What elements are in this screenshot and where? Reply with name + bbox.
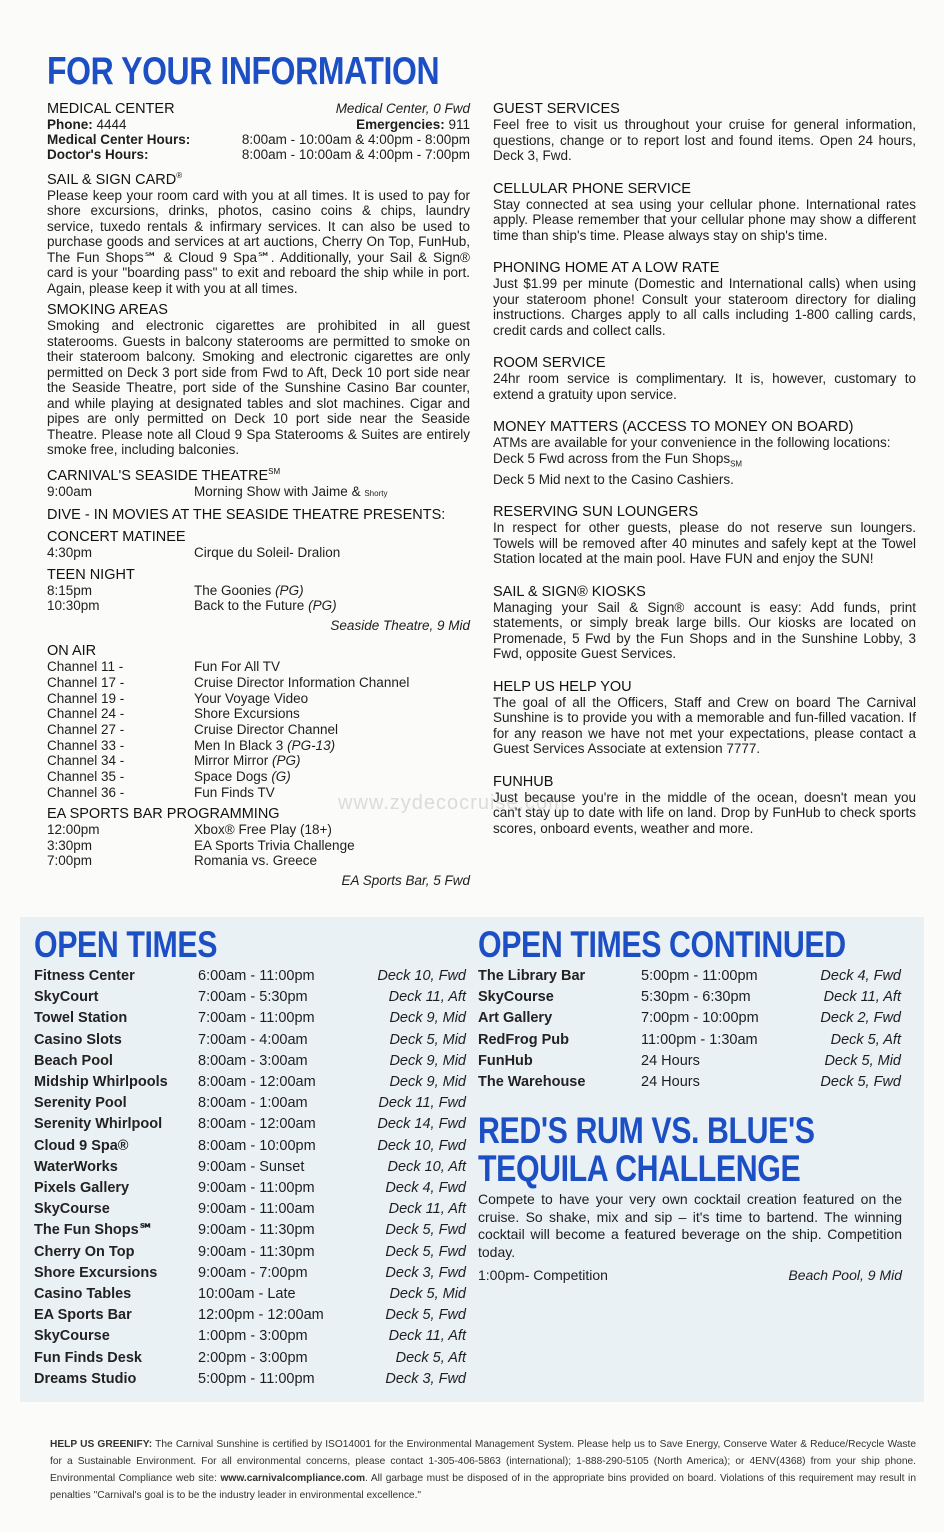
open-times-row [478,1008,901,1029]
venue-location: Deck 5, Mid [824,1052,901,1069]
venue-hours: 7:00pm - 10:00pm [641,1010,759,1027]
venue-location: Deck 5, Fwd [820,1074,901,1091]
open-times-row [34,966,466,987]
seaside-time: 9:00am [47,483,93,499]
open-times-row [34,1348,466,1369]
sail-card-heading: SAIL & SIGN CARD [47,171,177,188]
teen-time: 10:30pm [47,598,100,614]
dive-in-section [47,507,470,523]
registered-mark: ® [176,171,183,180]
channel-number: Channel 27 - [47,721,125,737]
venue-name: SkyCourt [34,989,99,1006]
channel-title: Your Voyage Video [194,690,309,706]
venue-name: SkyCourse [478,989,554,1006]
open-times-row [478,1072,901,1093]
venue-location: Deck 4, Fwd [385,1180,466,1197]
on-air-row [47,675,470,691]
ea-title: Romania vs. Greece [194,853,318,869]
venue-location: Deck 9, Mid [389,1010,466,1027]
room-service-text: 24hr room service is complimentary. It is, however, customary to extend a gratuity upon service. [493,371,916,402]
venue-name: Fun Finds Desk [34,1349,142,1366]
footer-site-link[interactable]: www.carnivalcompliance.com [220,1473,366,1484]
on-air-row [47,659,470,675]
venue-hours: 24 Hours [641,1074,700,1091]
funhub-heading: FUNHUB [493,773,554,790]
teen-night-section [47,567,470,634]
phone-label: Phone: [47,117,93,132]
venue-hours: 9:00am - 7:00pm [198,1264,308,1281]
venue-name: Towel Station [34,1010,128,1027]
venue-name: Fitness Center [34,968,135,984]
funhub-text: Just because you're in the middle of the ocean, doesn't mean you can't stay up to date with life on land. Drop by FunHub to check sports scores, onboard events, weather and more. [493,789,916,836]
phone-number: 4444 [96,117,127,132]
channel-title: Space Dogs [194,769,268,785]
teen-location: Seaside Theatre, 9 Mid [330,617,470,633]
open-times-row [34,1051,466,1072]
phoning-heading: PHONING HOME AT A LOW RATE [493,260,720,276]
venue-location: Deck 11, Aft [388,1328,466,1345]
venue-location: Deck 5, Aft [830,1031,901,1048]
venue-location: Deck 9, Mid [389,1052,466,1069]
venue-hours: 6:00am - 11:00pm [198,968,315,984]
ea-title: EA Sports Trivia Challenge [194,837,355,853]
channel-title: Shore Excursions [194,706,300,722]
open-times-row [34,1136,466,1157]
help-section [493,679,916,757]
service-mark: SM [730,459,743,469]
open-times-row [34,1157,466,1178]
venue-hours: 7:00am - 11:00pm [198,1010,315,1027]
smoking-text: Smoking and electronic cigarettes are prohibited in all guest staterooms. Guests in balcony staterooms are permitted to smoke on their stateroom balcony. Smoking and electronic cigarettes are only permitted on Deck 3 port side from Fwd to Aft, Deck 10 port side near the Seaside Theatre, port side of the Sunshine Casino Bar counter, and while playing at designated tables and slot machines. Cigar and pipes are only permitted on Deck 10 port side near the Seaside Theatre. Please note all Cloud 9 Spa Staterooms & Suites are entirely smoke free, including balconies. [47,318,470,458]
venue-hours: 7:00am - 5:30pm [198,989,308,1006]
venue-location: Deck 5, Mid [389,1286,466,1303]
ea-location: EA Sports Bar, 5 Fwd [341,872,470,888]
venue-location: Deck 5, Fwd [385,1222,466,1239]
rum-challenge-text: Compete to have your very own cocktail creation featured on the cruise. So shake, mix and sip – it's time to bartend. The winning cocktail will become a featured beverage on the ship. Competition today. [478,1191,902,1260]
venue-name: RedFrog Pub [478,1031,570,1048]
open-times-row [34,1178,466,1199]
footer-tail: . All garbage must be disposed of in the appropriate bins provided on board. Violations of this requirement may result in penalties "Carnival's goal is to be the industry leader in environmental excellence." [50,1473,916,1501]
venue-name: Pixels Gallery [34,1180,130,1197]
ea-time: 7:00pm [47,853,93,869]
open-times-row [34,1263,466,1284]
seaside-show-small: Shorty [364,488,388,498]
channel-title: Mirror Mirror [194,753,269,769]
rum-challenge-title: RED'S RUM VS. BLUE'S TEQUILA CHALLENGE [478,1110,815,1189]
venue-name: Serenity Pool [34,1095,127,1112]
venue-name: SkyCourse [34,1201,110,1218]
open-times-continued-table [478,966,901,1093]
venue-name: The Warehouse [478,1074,586,1091]
venue-name: Cloud 9 Spa® [34,1137,129,1154]
venue-name: Casino Tables [34,1286,132,1303]
ea-sports-section [47,806,470,888]
loungers-section [493,504,916,567]
teen-title: Back to the Future [194,598,305,614]
venue-name: FunHub [478,1052,533,1069]
venue-name: EA Sports Bar [34,1307,132,1324]
channel-number: Channel 19 - [47,690,125,706]
venue-name: WaterWorks [34,1158,118,1175]
venue-hours: 8:00am - 12:00am [198,1074,316,1091]
channel-number: Channel 36 - [47,784,125,800]
venue-hours: 5:30pm - 6:30pm [641,989,751,1006]
kiosks-section [493,584,916,662]
cellular-text: Stay connected at sea using your cellular phone. International rates apply. Please remember that your cellular phone may show a different time than ship's time. Please always stay on ship's time. [493,196,916,243]
dive-in-heading: DIVE - IN MOVIES AT THE SEASIDE THEATRE PRESENTS: [47,507,446,524]
on-air-row [47,769,470,785]
room-service-heading: ROOM SERVICE [493,355,606,371]
venue-name: Casino Slots [34,1031,122,1048]
open-times-continued-title: OPEN TIMES CONTINUED [478,924,846,965]
open-times-row [34,1305,466,1326]
cellular-section [493,181,916,244]
guest-services-text: Feel free to visit us throughout your cruise for general information, questions, change or to report lost and found items. Open 24 hours, Deck 3, Fwd. [493,117,916,163]
venue-hours: 7:00am - 4:00am [198,1031,308,1048]
phoning-section [493,260,916,338]
venue-hours: 8:00am - 1:00am [198,1095,308,1112]
medical-center-heading: MEDICAL CENTER [47,101,175,117]
emergencies-label: Emergencies: [356,117,445,132]
money-text: ATMs are available for your convenience in the following locations: [493,435,891,450]
teen-time: 8:15pm [47,582,93,598]
seaside-show: Morning Show with Jaime & [194,483,361,499]
open-times-row [34,1008,466,1029]
open-times-row [34,1220,466,1241]
rum-competition-row [478,1268,902,1284]
on-air-section [47,643,470,800]
sail-card-text: Please keep your room card with you at all times. It is used to pay for shore excursions, drinks, photos, casino coins & chips, laundry service, tuxedo rentals & infirmary services. It can also be used to purchase goods and services at art auctions, Cherry On Top, FunHub, The Fun Shops℠ & Cloud 9 Spa℠. Additionally, your Sail & Sign® card is your "boarding pass" to exit and reboard the ship while in port. Again, please keep it with you at all times. [47,187,470,296]
seaside-theatre-section [47,464,470,501]
doctor-hours: 8:00am - 10:00am & 4:00pm - 7:00pm [241,147,470,162]
guest-services-heading: GUEST SERVICES [493,101,620,117]
medical-hours: 8:00am - 10:00am & 4:00pm - 8:00pm [241,132,470,147]
smoking-section [47,302,470,458]
venue-name: SkyCourse [34,1328,110,1345]
venue-hours: 8:00am - 12:00am [198,1116,316,1133]
venue-hours: 2:00pm - 3:00pm [198,1349,308,1366]
cellular-heading: CELLULAR PHONE SERVICE [493,180,691,197]
teen-rating: (PG) [275,582,304,598]
open-times-row [34,1326,466,1347]
venue-name: Shore Excursions [34,1264,158,1281]
channel-number: Channel 34 - [47,753,125,769]
rum-competition-time: 1:00pm- Competition [478,1267,608,1283]
open-times-row [34,1284,466,1305]
watermark: www.zydecocruise.com [338,792,566,814]
venue-location: Deck 3, Fwd [385,1370,466,1387]
concert-title: Cirque du Soleil- Dralion [194,545,341,561]
open-times-row [478,1051,901,1072]
help-text: The goal of all the Officers, Staff and Crew on board The Carnival Sunshine is to provide you with a memorable and fun-filled vacation. If for any reason we have not met your expectations, please contact a Guest Services Associate at extension 7777. [493,694,916,757]
concert-section [47,529,470,561]
kiosks-heading: SAIL & SIGN® KIOSKS [493,583,646,600]
emergencies-number: 911 [448,117,470,132]
open-times-row [34,1093,466,1114]
rum-competition-location: Beach Pool, 9 Mid [788,1267,902,1283]
venue-location: Deck 5, Aft [395,1349,466,1366]
venue-name: Midship Whirlpools [34,1074,168,1091]
teen-title: The Goonies [194,582,272,598]
money-line-2: Deck 5 Mid next to the Casino Cashiers. [493,471,734,487]
on-air-row [47,691,470,707]
open-times-row [478,987,901,1008]
venue-name: The Library Bar [478,968,586,984]
ea-time: 12:00pm [47,822,100,838]
venue-hours: 10:00am - Late [198,1286,296,1303]
venue-hours: 1:00pm - 3:00pm [198,1328,308,1345]
venue-hours: 9:00am - 11:00am [198,1201,315,1218]
open-times-row [34,1242,466,1263]
venue-hours: 12:00pm - 12:00am [198,1307,324,1324]
open-times-row [478,966,901,987]
open-times-title: OPEN TIMES [34,924,218,965]
venue-hours: 9:00am - 11:30pm [198,1243,315,1260]
medical-hours-label: Medical Center Hours: [47,132,191,147]
loungers-heading: RESERVING SUN LOUNGERS [493,504,699,521]
venue-location: Deck 5, Fwd [385,1243,466,1260]
venue-location: Deck 11, Fwd [378,1095,466,1112]
on-air-row [47,706,470,722]
on-air-row [47,753,470,769]
channel-rating: (PG) [272,753,301,769]
venue-location: Deck 11, Aft [823,989,901,1006]
medical-center-location: Medical Center, 0 Fwd [335,101,470,116]
right-column [493,101,916,842]
footer-text: The Carnival Sunshine is certified by ISO14001 for the Environmental Management System. Please help us to Save Energy, Conserve Water & Reduce/Recycle Waste for a Sustainable Environment. For all environmental concerns, please contact 1-305-406-5863 (international); 1-888-290-5105 (North America); or 4ENV(4368) from your ship phone. Environmental Compliance web site: [50,1439,916,1484]
venue-name: Beach Pool [34,1052,113,1069]
venue-hours: 24 Hours [641,1052,700,1069]
on-air-row [47,722,470,738]
venue-name: The Fun Shops℠ [34,1222,154,1239]
venue-name: Art Gallery [478,1010,553,1027]
open-times-row [34,1072,466,1093]
venue-hours: 8:00am - 3:00am [198,1052,308,1069]
venue-hours: 9:00am - Sunset [198,1158,305,1175]
venue-location: Deck 5, Mid [389,1031,466,1048]
money-line-1: Deck 5 Fwd across from the Fun Shops [493,450,731,466]
service-mark: SM [268,466,281,476]
channel-number: Channel 33 - [47,737,125,753]
concert-heading: CONCERT MATINEE [47,529,186,546]
channel-number: Channel 24 - [47,706,125,722]
channel-title: Men In Black 3 [194,737,284,753]
venue-hours: 9:00am - 11:00pm [198,1180,315,1197]
medical-center-section [47,101,470,162]
open-times-row [34,1030,466,1051]
venue-location: Deck 10, Fwd [377,968,466,984]
smoking-heading: SMOKING AREAS [47,302,168,319]
on-air-heading: ON AIR [47,643,97,660]
teen-rating: (PG) [308,598,337,614]
footer-lead: HELP US GREENIFY: [50,1439,153,1450]
venue-location: Deck 3, Fwd [385,1264,466,1281]
open-times-row [34,987,466,1008]
sail-card-section [47,168,470,296]
teen-night-heading: TEEN NIGHT [47,566,135,583]
kiosks-text: Managing your Sail & Sign® account is easy: Add funds, print statements, or simply break large bills. Our kiosks are located on Promenade, 5 Fwd by the Fun Shops and in the Sunshine Lobby, 3 Fwd, opposite Guest Services. [493,599,916,662]
channel-title: Fun For All TV [194,659,281,675]
ea-sports-heading: EA SPORTS BAR PROGRAMMING [47,806,280,823]
channel-title: Cruise Director Channel [194,721,339,737]
venue-hours: 5:00pm - 11:00pm [641,968,758,984]
open-times-row [34,1369,466,1390]
money-section [493,419,916,487]
ea-title: Xbox® Free Play (18+) [194,822,332,838]
channel-number: Channel 11 - [47,659,124,675]
open-times-table [34,966,466,1390]
channel-number: Channel 35 - [47,769,125,785]
venue-location: Deck 4, Fwd [820,968,901,984]
venue-location: Deck 5, Fwd [385,1307,466,1324]
venue-location: Deck 10, Fwd [377,1137,466,1154]
channel-rating: (PG-13) [287,737,336,753]
open-times-row [34,1114,466,1135]
left-column [47,101,470,894]
channel-rating: (G) [271,769,291,785]
ea-time: 3:30pm [47,837,93,853]
room-service-section [493,355,916,402]
venue-name: Dreams Studio [34,1370,137,1387]
venue-location: Deck 14, Fwd [377,1116,466,1133]
channel-title: Fun Finds TV [194,784,275,800]
greenify-footer [50,1436,916,1504]
seaside-heading: CARNIVAL'S SEASIDE THEATRE [47,467,269,484]
venue-name: Cherry On Top [34,1243,135,1260]
venue-location: Deck 9, Mid [389,1074,466,1091]
venue-location: Deck 2, Fwd [820,1010,901,1027]
venue-hours: 5:00pm - 11:00pm [198,1370,315,1387]
money-heading: MONEY MATTERS (ACCESS TO MONEY ON BOARD) [493,419,854,435]
channel-title: Cruise Director Information Channel [194,674,410,690]
doctor-hours-label: Doctor's Hours: [47,147,149,162]
page-title: FOR YOUR INFORMATION [47,50,440,93]
venue-hours: 8:00am - 10:00pm [198,1137,316,1154]
venue-location: Deck 11, Aft [388,1201,466,1218]
open-times-row [34,1199,466,1220]
channel-number: Channel 17 - [47,674,125,690]
venue-hours: 11:00pm - 1:30am [641,1031,758,1048]
help-heading: HELP US HELP YOU [493,678,632,695]
venue-location: Deck 10, Aft [387,1158,466,1175]
venue-location: Deck 11, Aft [388,989,466,1006]
venue-name: Serenity Whirlpool [34,1116,163,1133]
concert-time: 4:30pm [47,545,93,561]
guest-services-section [493,101,916,164]
open-times-row [478,1030,901,1051]
phoning-text: Just $1.99 per minute (Domestic and International calls) when using your stateroom phone! Consult your stateroom directory for dialing instructions. Charges apply to all calls including 1-800 calling cards, credit cards and collect calls. [493,276,916,338]
venue-hours: 9:00am - 11:30pm [198,1222,315,1239]
on-air-row [47,738,470,754]
loungers-text: In respect for other guests, please do not reserve sun loungers. Towels will be removed after 40 minutes and safely kept at the Towel Station located at the main pool. Have FUN and enjoy the SUN! [493,520,916,567]
